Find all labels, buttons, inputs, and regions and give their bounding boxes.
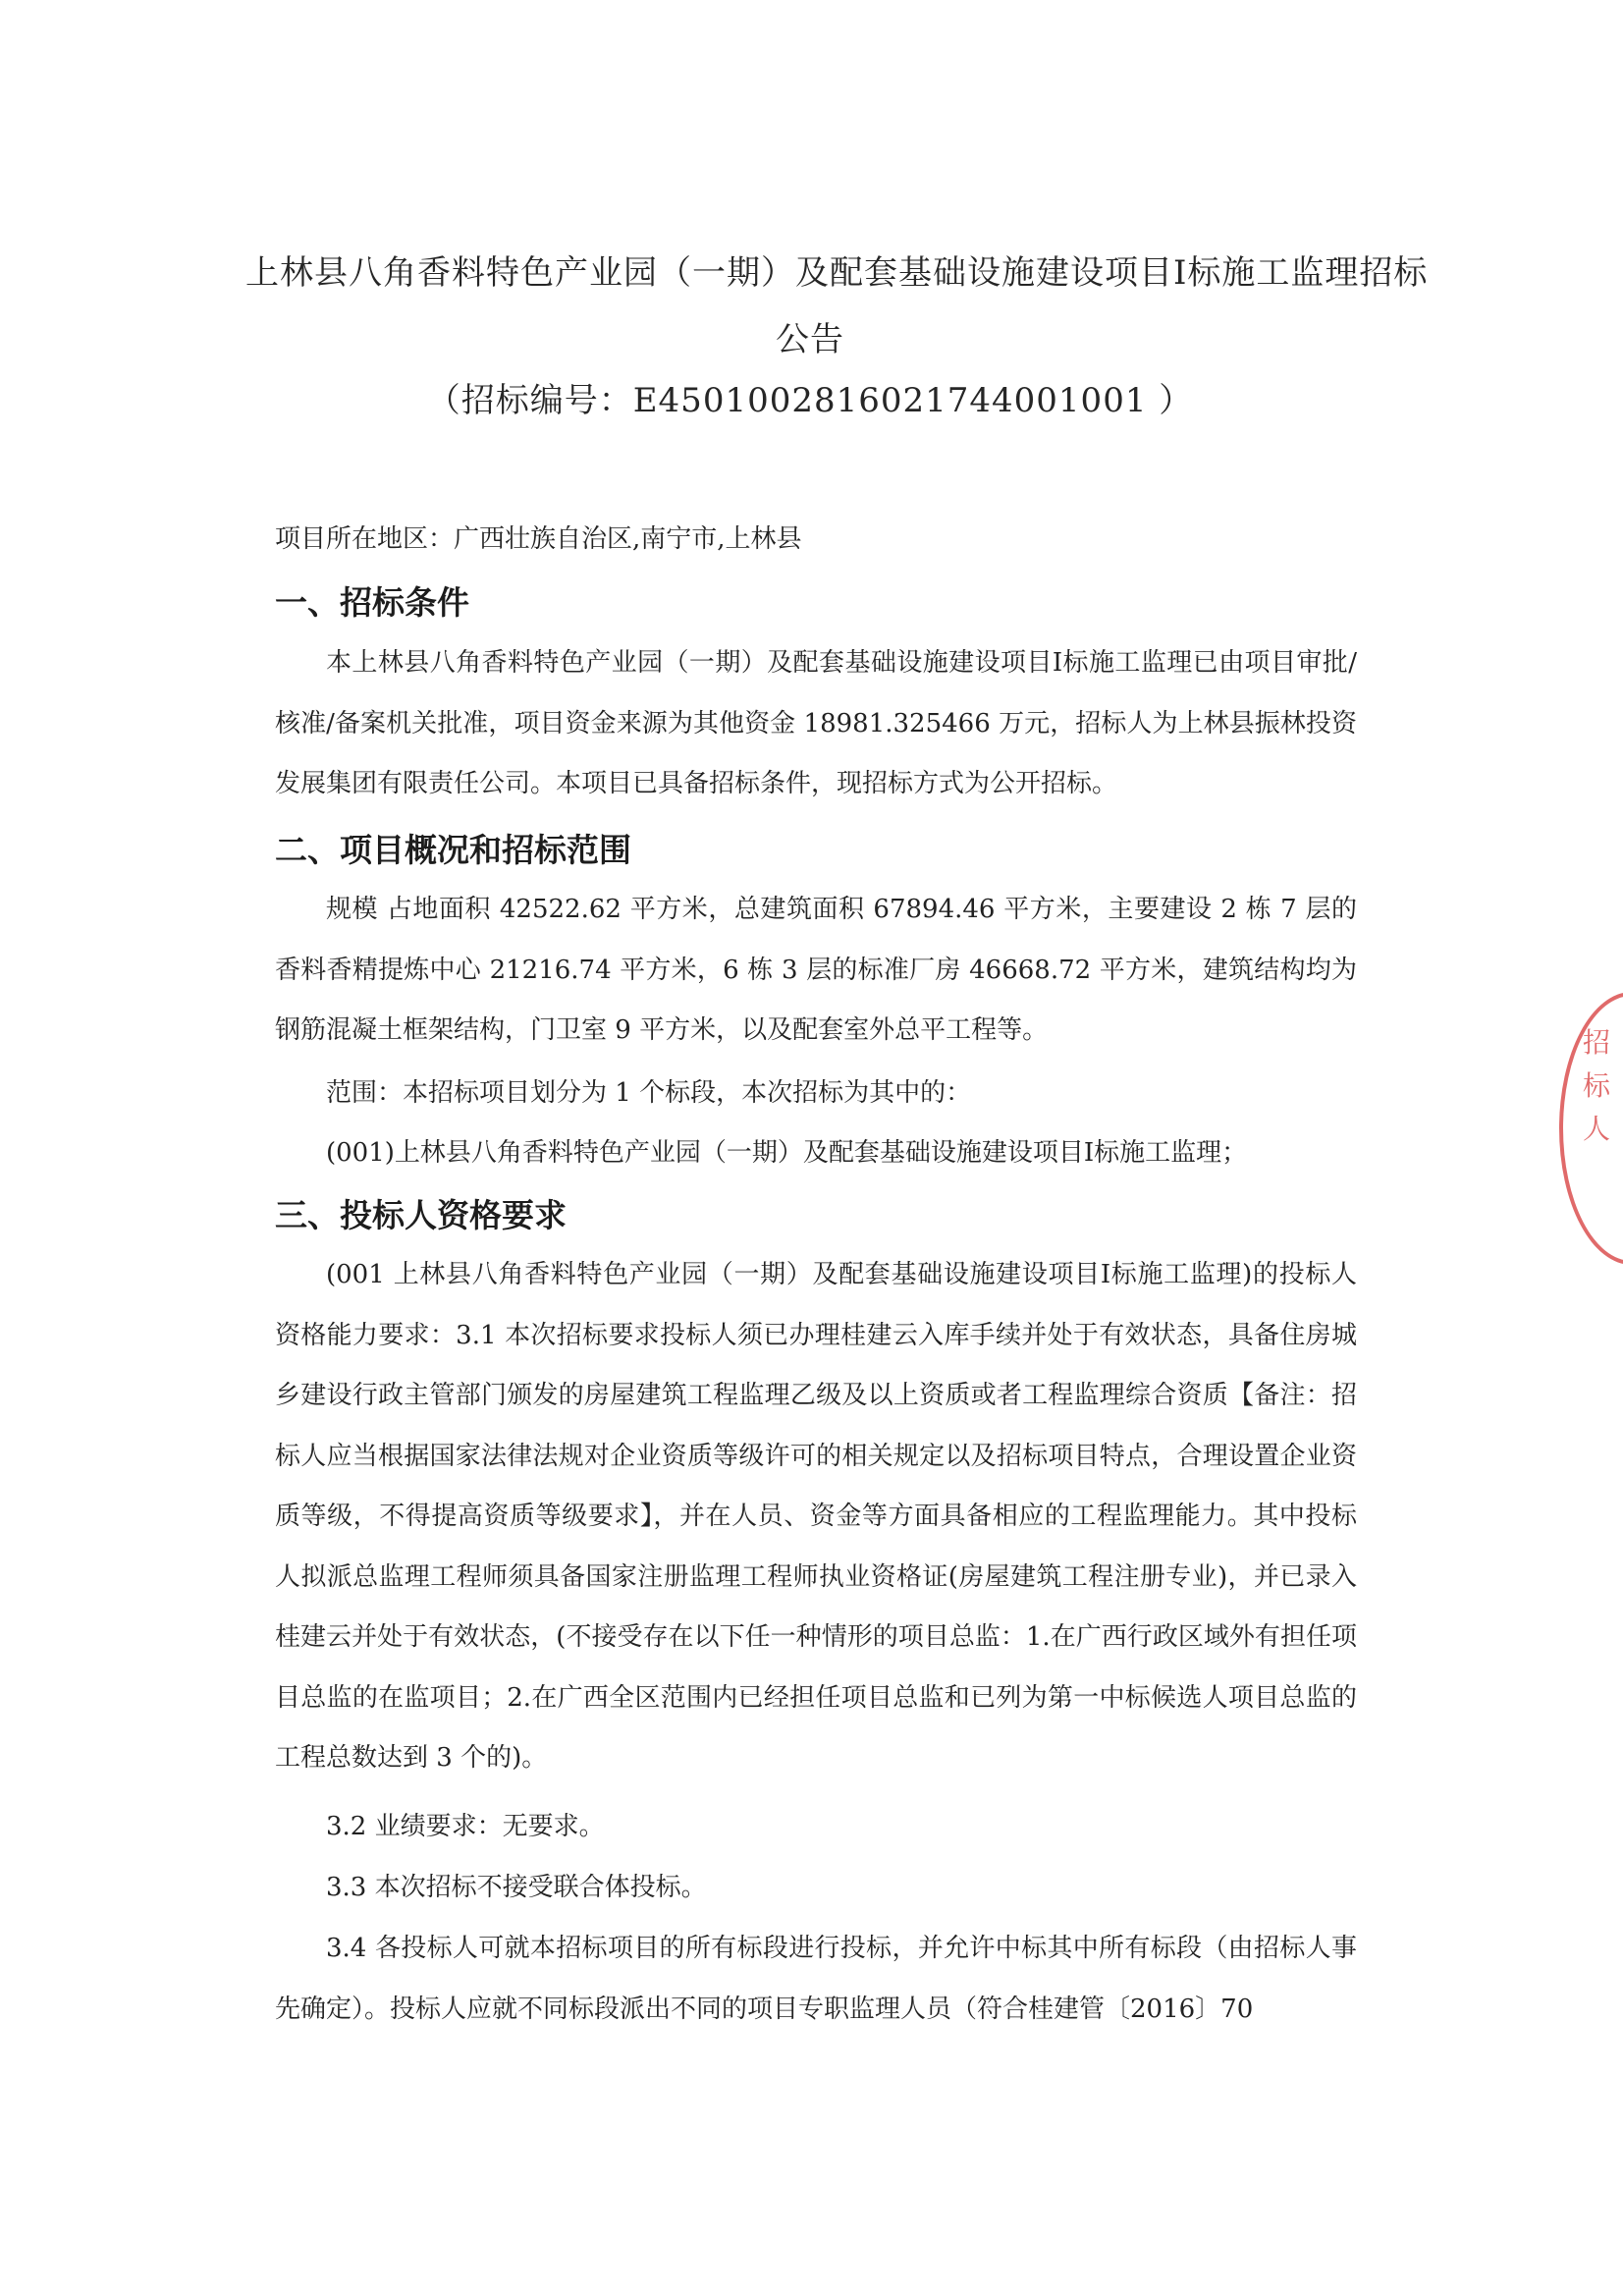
project-region: 项目所在地区：广西壮族自治区,南宁市,上林县 bbox=[275, 524, 802, 554]
section-3-paragraph-lots: 3.4 各投标人可就本招标项目的所有标段进行投标，并允许中标其中所有标段（由招标人事先确定）。投标人应就不同标段派出不同的项目专职监理人员（符合桂建管〔2016〕70 bbox=[275, 1934, 1357, 2024]
section-2-paragraph-scale: 规模 占地面积 42522.62 平方米，总建筑面积 67894.46 平方米，主要建设 2 栋 7 层的香料香精提炼中心 21216.74 平方米，6 栋 3 层的标准厂房 46668.72 平方米，建筑结构均为钢筋混凝土框架结构，门卫室 9 平方米，以及配套室外总平工程等。 bbox=[275, 895, 1357, 1045]
official-seal-text: 招 标 人 bbox=[1583, 1026, 1611, 1145]
tender-number: （招标编号：E4501002816021744001001 ） bbox=[426, 381, 1194, 420]
section-3-paragraph-consortium: 3.3 本次招标不接受联合体投标。 bbox=[326, 1873, 707, 1902]
section-2-paragraph-lot: (001)上林县八角香料特色产业园（一期）及配套基础设施建设项目Ⅰ标施工监理； bbox=[326, 1138, 1248, 1168]
section-heading-3: 三、投标人资格要求 bbox=[275, 1196, 567, 1234]
section-heading-2: 二、项目概况和招标范围 bbox=[275, 831, 631, 869]
section-3-paragraph-qualification: (001 上林县八角香料特色产业园（一期）及配套基础设施建设项目Ⅰ标施工监理)的投标人资格能力要求：3.1 本次招标要求投标人须已办理桂建云入库手续并处于有效状态，具备住房城乡建设行政主管部门颁发的房屋建筑工程监理乙级及以上资质或者工程监理综合资质【备注：招标人应当根据国家法律法规对企业资质等级许可的相关规定以及招标项目特点，合理设置企业资质等级，不得提高资质等级要求】，并在人员、资金等方面具备相应的工程监理能力。其中投标人拟派总监理工程师须具备国家注册监理工程师执业资格证(房屋建筑工程注册专业)，并已录入桂建云并处于有效状态，(不接受存在以下任一种情形的项目总监：1.在广西行政区域外有担任项目总监的在监项目；2.在广西全区范围内已经担任项目总监和已列为第一中标候选人项目总监的工程总数达到 3 个的)。 bbox=[275, 1260, 1357, 1773]
section-3-paragraph-performance: 3.2 业绩要求：无要求。 bbox=[326, 1812, 605, 1841]
section-heading-1: 一、招标条件 bbox=[275, 583, 469, 622]
section-1-paragraph: 本上林县八角香料特色产业园（一期）及配套基础设施建设项目Ⅰ标施工监理已由项目审批/核准/备案机关批准，项目资金来源为其他资金 18981.325466 万元，招标人为上林县振林投资发展集团有限责任公司。本项目已具备招标条件，现招标方式为公开招标。 bbox=[275, 648, 1357, 798]
section-2-paragraph-scope: 范围：本招标项目划分为 1 个标段，本次招标为其中的： bbox=[326, 1078, 972, 1108]
document-title-line1: 上林县八角香料特色产业园（一期）及配套基础设施建设项目Ⅰ标施工监理招标 bbox=[245, 253, 1429, 293]
document-title-line2: 公告 bbox=[776, 320, 844, 359]
